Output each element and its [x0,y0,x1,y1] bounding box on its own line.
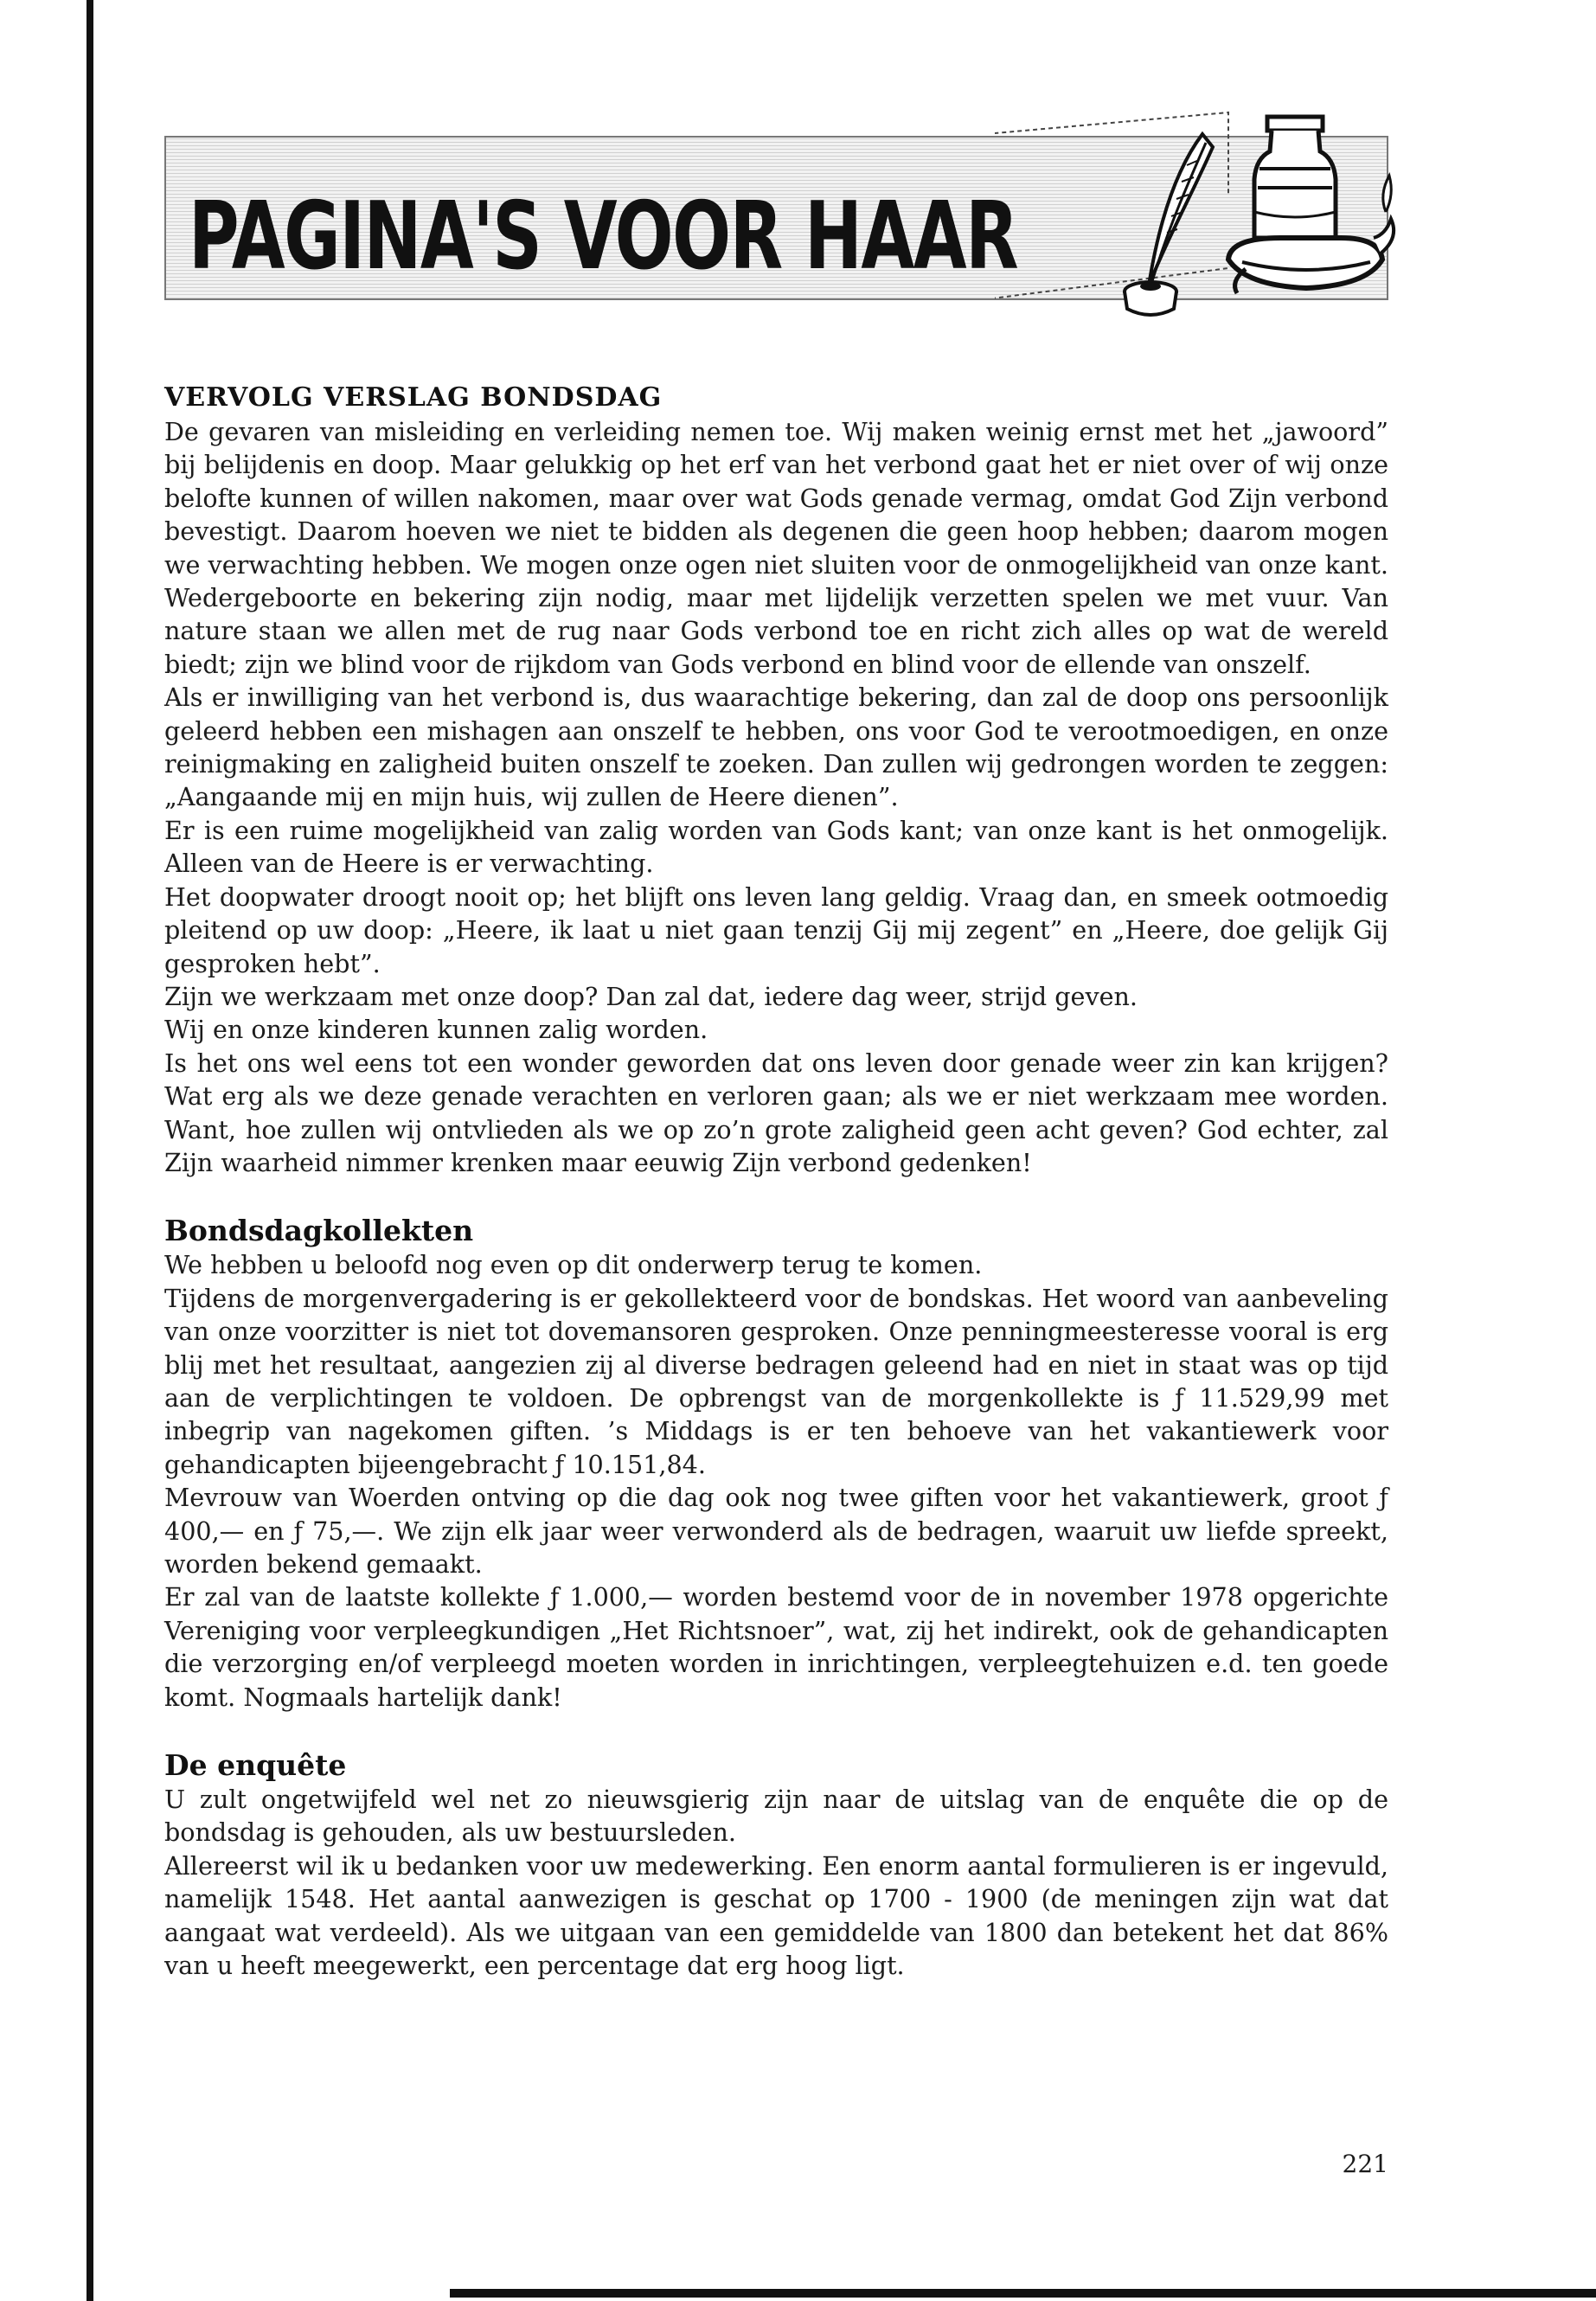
paragraph: De gevaren van misleiding en verleiding nemen toe. Wij maken weinig ernst met het „jawoord” bij belijdenis en doop. Maar gelukkig op het erf van het verbond gaat het er niet over of wij onze belofte kunnen of willen nakomen, maar over wat Gods genade vermag, omdat God Zijn verbond bevestigt. Daarom hoeven we niet te bidden als degenen die geen hoop hebben; daarom mogen we verwachting hebben. We mogen onze ogen niet sluiten voor de onmogelijkheid van onze kant. Wedergeboorte en bekering zijn nodig, maar met lijdelijk verzetten spelen we met vuur. Van nature staan we allen met de rug naar Gods verbond toe en richt zich alles op wat de wereld biedt; zijn we blind voor de rijkdom van Gods verbond en blind voor de ellende van onszelf. [164,417,1388,679]
paragraph: Het doopwater droogt nooit op; het blijft ons leven lang geldig. Vraag dan, en smeek ootmoedig pleitend op uw doop: „Heere, ik laat u niet gaan tenzij Gij mij zegent” en „Heere, doe gelijk Gij gesproken hebt”. [164,881,1388,978]
vase-icon [1254,117,1336,238]
quill-pen-icon [1149,134,1213,285]
section-heading: Bondsdagkollekten [164,1214,474,1248]
inkpot-icon [1125,282,1176,315]
paragraph: Zijn we werkzaam met onze doop? Dan zal dat, iedere dag weer, strijd geven. [164,981,1138,1011]
header-illustration [995,108,1397,333]
article-body [164,381,1388,1982]
paragraph: Allereerst wil ik u bedanken voor uw medewerking. Een enorm aantal formulieren is er ingevuld, namelijk 1548. Het aantal aanwezigen is geschat op 1700 - 1900 (de meningen zijn wat dat aangaat wat verdeeld). Als we uitgaan van een gemiddelde van 1800 dan betekent het dat 86% van u heeft meegewerkt, een percentage dat erg hoog ligt. [164,1850,1388,1981]
paragraph: U zult ongetwijfeld wel net zo nieuwsgierig zijn naar de uitslag van de enquête die op de bondsdag is gehouden, als uw bestuursleden. [164,1785,1388,1848]
paragraph: Mevrouw van Woerden ontving op die dag ook nog twee giften voor het vakantiewerk, groot ƒ 400,— en ƒ 75,—. We zijn elk jaar weer verwonderd als de bedragen, waaruit uw liefde spreekt, worden bekend gemaakt. [164,1483,1388,1579]
page-number: 221 [1342,2150,1388,2178]
paragraph: Tijdens de morgenvergadering is er gekollekteerd voor de bondskas. Het woord van aanbeveling van onze voorzitter is niet tot dovemansoren gesproken. Onze penningmeesteresse vooral is erg blij met het resultaat, aangezien zij al diverse bedragen geleend had en niet in staat was op tijd aan de verplichtingen te voldoen. De opbrengst van de morgenkollekte is ƒ 11.529,99 met inbegrip van nagekomen giften. ’s Middags is er ten behoeve van het vakantiewerk voor gehandicapten bijeengebracht ƒ 10.151,84. [164,1283,1388,1479]
page-header-banner [164,108,1397,333]
section-de-enquete [164,1748,1388,1982]
paragraph: We hebben u beloofd nog even op dit onderwerp terug te komen. [164,1250,983,1280]
scan-edge-left [87,0,93,2301]
section-heading: De enquête [164,1748,347,1783]
paragraph: Is het ons wel eens tot een wonder geworden dat ons leven door genade weer zin kan krijgen? Wat erg als we deze genade verachten en verloren gaan; als we er niet werkzaam mee worden. Want, hoe zullen wij ontvlieden als we op zo’n grote zaligheid geen acht geven? God echter, zal Zijn waarheid nimmer krenken maar eeuwig Zijn verbond gedenken! [164,1048,1388,1177]
section-bondsdagkollekten [164,1214,1388,1714]
page-header-title: PAGINA'S VOOR HAAR [189,183,1018,291]
section-heading: VERVOLG VERSLAG BONDSDAG [164,382,663,413]
paragraph: Als er inwilliging van het verbond is, dus waarachtige bekering, dan zal de doop ons persoonlijk geleerd hebben een mishagen aan onszelf te hebben, ons voor God te verootmoedigen, en onze reinigmaking en zaligheid buiten onszelf te zoeken. Dan zullen wij gedrongen worden te zeggen: „Aangaande mij en mijn huis, wij zullen de Heere dienen”. [164,683,1388,812]
paragraph: Er is een ruime mogelijkheid van zalig worden van Gods kant; van onze kant is het onmogelijk. Alleen van de Heere is er verwachting. [164,815,1388,879]
section-vervolg-verslag [164,381,1388,1179]
scan-edge-bottom [450,2289,1596,2298]
paragraph: Wij en onze kinderen kunnen zalig worden. [164,1015,708,1045]
paragraph: Er zal van de laatste kollekte ƒ 1.000,— worden bestemd voor de in november 1978 opgerichte Vereniging voor verpleegkundigen „Het Richtsnoer”, wat, zij het indirekt, ook de gehandicapten die verzorging en/of verpleegd moeten worden in inrichtingen, verpleegtehuizen e.d. ten goede komt. Nogmaals hartelijk dank! [164,1582,1388,1712]
